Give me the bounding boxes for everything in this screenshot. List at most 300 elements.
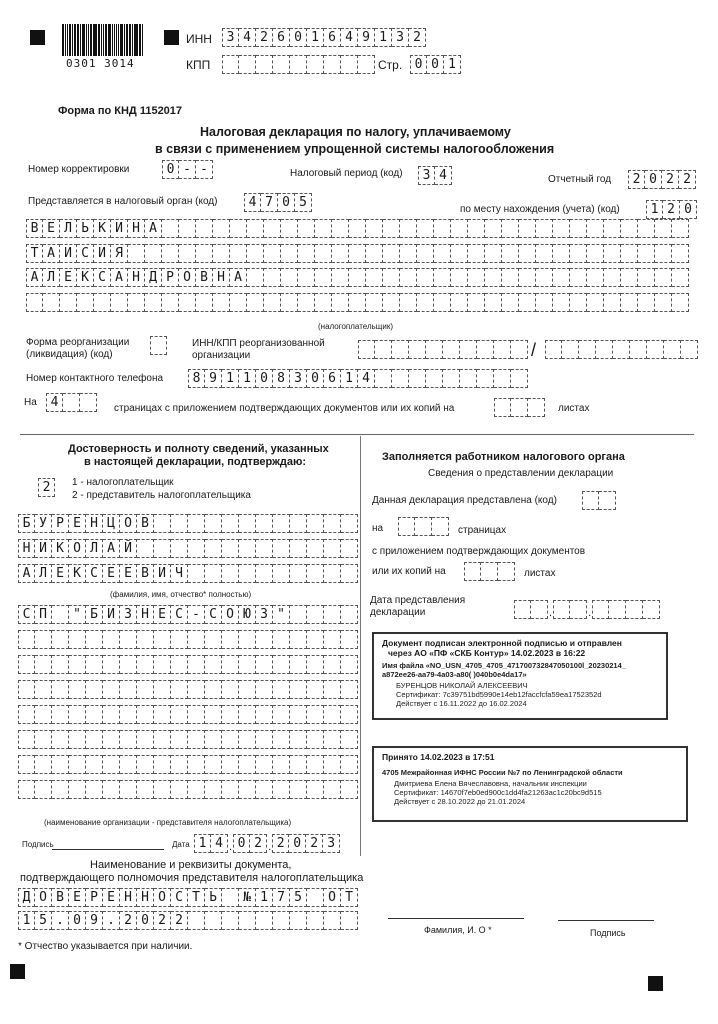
char-cell — [400, 219, 417, 238]
char-cell — [324, 539, 341, 558]
char-cell — [188, 911, 205, 930]
char-cell — [485, 293, 502, 312]
barcode-number: 0301 3014 — [66, 57, 135, 70]
char-cell — [188, 655, 205, 674]
char-cell — [222, 755, 239, 774]
char-cell — [570, 293, 587, 312]
char-cell — [205, 655, 222, 674]
char-cell: 2 — [663, 200, 680, 219]
char-cell: О — [69, 539, 86, 558]
char-cell — [205, 730, 222, 749]
option-1: 1 - налогоплательщик — [72, 477, 174, 488]
char-cell — [80, 393, 97, 412]
char-cell: 8 — [188, 369, 205, 388]
char-cell: С — [18, 605, 35, 624]
char-cell — [213, 244, 230, 263]
char-cell — [137, 539, 154, 558]
char-cell: 4 — [341, 28, 358, 47]
char-cell — [222, 888, 239, 907]
char-cell — [604, 244, 621, 263]
char-row — [18, 539, 358, 558]
char-cell: У — [35, 514, 52, 533]
char-cell — [120, 630, 137, 649]
char-row — [18, 780, 358, 799]
char-cell — [137, 730, 154, 749]
char-cell — [485, 268, 502, 287]
char-cell — [213, 293, 230, 312]
char-cell — [256, 705, 273, 724]
char-cell — [154, 680, 171, 699]
reorg-inn-label-1: ИНН/КПП реорганизованной — [192, 338, 325, 349]
char-cell — [52, 705, 69, 724]
char-cell — [307, 55, 324, 74]
char-cell — [162, 293, 179, 312]
char-cell — [18, 630, 35, 649]
date-label: Дата — [172, 840, 190, 849]
char-cell: 1 — [444, 55, 461, 74]
char-cell — [341, 630, 358, 649]
char-cell — [519, 219, 536, 238]
char-cell — [18, 680, 35, 699]
char-cell: Ь — [205, 888, 222, 907]
char-cell — [273, 911, 290, 930]
char-cell — [52, 655, 69, 674]
char-cell — [188, 705, 205, 724]
char-cell: Н — [86, 514, 103, 533]
char-cell — [494, 369, 511, 388]
correction-cells — [162, 160, 213, 179]
char-cell: Л — [43, 268, 60, 287]
barcode-bar — [114, 24, 116, 56]
char-cell — [137, 780, 154, 799]
barcode-bar — [116, 24, 117, 56]
char-cell — [273, 514, 290, 533]
char-cell — [103, 780, 120, 799]
barcode-bar — [112, 24, 113, 56]
char-cell — [366, 268, 383, 287]
char-cell: 2 — [256, 28, 273, 47]
page-label: Стр. — [378, 58, 403, 72]
barcode-bar — [74, 24, 76, 56]
char-cell — [409, 369, 426, 388]
char-cell: Е — [103, 888, 120, 907]
char-cell — [553, 244, 570, 263]
char-cell — [451, 244, 468, 263]
char-cell: 6 — [324, 28, 341, 47]
char-cell: Е — [52, 564, 69, 583]
char-cell: 4 — [239, 28, 256, 47]
char-cell: Й — [120, 539, 137, 558]
char-cell — [256, 655, 273, 674]
char-cell: " — [273, 605, 290, 624]
char-cell — [86, 655, 103, 674]
char-cell: Б — [18, 514, 35, 533]
char-cell — [171, 780, 188, 799]
char-cell: 2 — [409, 28, 426, 47]
char-cell: 1 — [375, 28, 392, 47]
char-cell: Л — [35, 564, 52, 583]
stamp1-file2: a872ee26-aa79-4a03-a80( )040b0e4da17» — [382, 670, 527, 679]
char-cell — [43, 293, 60, 312]
official-heading: Заполняется работником налогового органа — [382, 451, 625, 463]
char-cell — [672, 219, 689, 238]
char-cell — [86, 680, 103, 699]
char-cell — [647, 340, 664, 359]
char-cell — [171, 655, 188, 674]
char-cell — [137, 705, 154, 724]
char-cell — [366, 219, 383, 238]
char-cell: И — [103, 605, 120, 624]
char-cell — [290, 564, 307, 583]
char-row — [18, 730, 358, 749]
char-cell — [290, 911, 307, 930]
char-cell — [307, 888, 324, 907]
char-cell — [502, 293, 519, 312]
char-cell — [434, 244, 451, 263]
char-cell: И — [60, 244, 77, 263]
char-cell — [349, 293, 366, 312]
char-cell: В — [26, 219, 43, 238]
char-cell — [239, 755, 256, 774]
char-cell — [290, 514, 307, 533]
char-cell — [349, 268, 366, 287]
char-cell: Д — [18, 888, 35, 907]
char-cell: 1 — [307, 28, 324, 47]
stamp1-title: Документ подписан электронной подписью и отправлен — [382, 638, 622, 648]
char-cell — [621, 244, 638, 263]
char-cell — [392, 369, 409, 388]
char-cell — [35, 730, 52, 749]
char-cell: 3 — [418, 166, 435, 185]
char-cell: 0 — [162, 160, 179, 179]
char-cell — [222, 680, 239, 699]
char-cell: С — [171, 888, 188, 907]
char-cell — [171, 630, 188, 649]
char-cell: И — [94, 244, 111, 263]
barcode-bar — [86, 24, 87, 56]
char-cell — [672, 244, 689, 263]
char-cell — [290, 755, 307, 774]
char-cell — [341, 655, 358, 674]
char-cell: С — [94, 268, 111, 287]
char-cell — [468, 268, 485, 287]
date-char-cell: 3 — [323, 834, 340, 853]
char-cell — [103, 630, 120, 649]
char-cell — [188, 680, 205, 699]
char-cell — [222, 705, 239, 724]
char-cell: П — [35, 605, 52, 624]
char-cell: О — [179, 268, 196, 287]
char-cell — [324, 680, 341, 699]
char-cell: 9 — [86, 911, 103, 930]
stamp1-valid: Действует с 16.11.2022 до 16.02.2024 — [396, 699, 527, 708]
char-cell — [230, 244, 247, 263]
official-signature-line — [558, 920, 654, 921]
char-cell: 4 — [244, 193, 261, 212]
char-cell — [86, 730, 103, 749]
char-cell — [587, 293, 604, 312]
stamp2-valid: Действует с 28.10.2022 до 21.01.2024 — [394, 797, 526, 806]
char-cell — [434, 293, 451, 312]
stamp1-cert: Сертификат: 7c39751bd5990e14eb12faccfcfa59ea1752352d — [396, 690, 602, 699]
char-cell — [417, 293, 434, 312]
char-row — [18, 680, 358, 699]
char-cell — [256, 911, 273, 930]
char-cell — [451, 219, 468, 238]
char-cell — [290, 705, 307, 724]
signer-code-cell: 2 — [38, 478, 55, 497]
barcode-bar — [90, 24, 92, 56]
char-cell — [137, 630, 154, 649]
char-cell — [307, 911, 324, 930]
char-cell: С — [77, 244, 94, 263]
slash: / — [531, 340, 537, 360]
char-cell — [621, 293, 638, 312]
char-cell — [222, 514, 239, 533]
fio-line — [388, 918, 524, 919]
char-cell — [604, 219, 621, 238]
official-signature-label: Подпись — [590, 928, 626, 938]
char-cell — [171, 705, 188, 724]
char-cell — [222, 539, 239, 558]
barcode-bar — [69, 24, 72, 56]
org-caption: (наименование организации - представителя налогоплательщика) — [44, 818, 292, 827]
char-cell: 4 — [435, 166, 452, 185]
char-cell — [239, 539, 256, 558]
char-cell: Н — [137, 605, 154, 624]
presentation-date-label-1: Дата представления — [370, 595, 466, 606]
fio-label: Фамилия, И. О * — [424, 925, 492, 935]
char-cell — [341, 680, 358, 699]
report-year-label: Отчетный год — [548, 174, 612, 185]
char-cell — [307, 730, 324, 749]
location-cells — [646, 200, 697, 219]
char-row — [18, 705, 358, 724]
char-cell — [222, 730, 239, 749]
copies-cells — [464, 562, 515, 581]
char-cell: 0 — [256, 369, 273, 388]
char-cell — [417, 244, 434, 263]
char-cell — [528, 398, 545, 417]
char-cell: Т — [188, 888, 205, 907]
char-cell: Н — [213, 268, 230, 287]
char-cell: Е — [43, 219, 60, 238]
char-row — [18, 655, 358, 674]
char-cell: С — [86, 564, 103, 583]
char-cell — [239, 55, 256, 74]
char-cell — [536, 268, 553, 287]
char-cell — [154, 514, 171, 533]
char-cell — [273, 55, 290, 74]
char-cell — [511, 398, 528, 417]
inn-label: ИНН — [186, 32, 212, 46]
char-cell — [502, 219, 519, 238]
barcode-bar — [124, 24, 125, 56]
char-cell — [103, 680, 120, 699]
char-cell — [298, 244, 315, 263]
char-cell: О — [120, 514, 137, 533]
char-cell — [324, 605, 341, 624]
char-cell — [307, 564, 324, 583]
char-cell — [587, 268, 604, 287]
char-cell — [247, 219, 264, 238]
char-cell — [60, 293, 77, 312]
char-cell — [562, 340, 579, 359]
char-cell — [256, 680, 273, 699]
page-cells — [410, 55, 461, 74]
stamp2-org: 4705 Межрайонная ИФНС России №7 по Ленинградской области — [382, 768, 623, 777]
char-cell — [239, 730, 256, 749]
char-cell — [290, 630, 307, 649]
on-pages-cells — [398, 517, 449, 536]
copies-label: или их копий на — [372, 566, 446, 577]
char-cell — [239, 514, 256, 533]
char-cell — [205, 755, 222, 774]
char-cell: Т — [26, 244, 43, 263]
signature-line — [52, 849, 164, 850]
char-cell — [154, 780, 171, 799]
char-cell — [349, 244, 366, 263]
official-subheading: Сведения о представлении декларации — [428, 468, 614, 479]
char-cell — [332, 268, 349, 287]
char-cell — [655, 293, 672, 312]
char-cell — [655, 244, 672, 263]
char-cell — [162, 219, 179, 238]
char-cell — [69, 655, 86, 674]
char-cell — [400, 244, 417, 263]
corner-marker-top-mid — [164, 30, 179, 45]
char-cell — [341, 564, 358, 583]
char-cell — [188, 755, 205, 774]
char-cell — [273, 780, 290, 799]
char-cell — [247, 268, 264, 287]
sheets-label: листах — [558, 403, 590, 414]
char-cell — [332, 293, 349, 312]
char-cell — [52, 780, 69, 799]
char-row — [18, 630, 358, 649]
char-cell: 0 — [137, 911, 154, 930]
char-cell — [18, 780, 35, 799]
char-cell — [247, 244, 264, 263]
char-cell: Е — [69, 514, 86, 533]
char-cell — [35, 680, 52, 699]
char-cell — [324, 564, 341, 583]
phone-cells — [188, 369, 528, 388]
char-cell: Н — [137, 888, 154, 907]
char-cell — [69, 780, 86, 799]
option-2: 2 - представитель налогоплательщика — [72, 490, 251, 501]
char-cell: № — [239, 888, 256, 907]
char-cell — [154, 755, 171, 774]
barcode-bar — [132, 24, 133, 56]
char-cell — [519, 268, 536, 287]
char-cell — [383, 244, 400, 263]
char-cell — [298, 268, 315, 287]
char-cell: А — [111, 268, 128, 287]
char-cell: К — [77, 268, 94, 287]
footnote: * Отчество указывается при наличии. — [18, 941, 193, 952]
char-cell — [332, 244, 349, 263]
char-cell — [120, 680, 137, 699]
char-cell: 4 — [46, 393, 63, 412]
barcode-bar — [129, 24, 131, 56]
char-cell: З — [120, 605, 137, 624]
char-cell — [230, 219, 247, 238]
char-cell — [256, 780, 273, 799]
char-cell — [477, 369, 494, 388]
char-cell — [341, 730, 358, 749]
char-cell — [570, 244, 587, 263]
char-cell — [273, 655, 290, 674]
char-cell: 0 — [427, 55, 444, 74]
char-cell — [341, 755, 358, 774]
char-cell: 1 — [222, 369, 239, 388]
char-cell — [145, 293, 162, 312]
accepted-stamp — [372, 746, 688, 822]
char-cell — [604, 268, 621, 287]
char-cell — [383, 293, 400, 312]
char-cell: Н — [128, 268, 145, 287]
char-cell: О — [35, 888, 52, 907]
char-cell — [290, 655, 307, 674]
char-cell — [69, 755, 86, 774]
char-cell — [681, 340, 698, 359]
char-cell — [324, 755, 341, 774]
char-cell — [239, 655, 256, 674]
char-cell — [154, 730, 171, 749]
char-cell: Е — [69, 888, 86, 907]
char-cell: 5 — [35, 911, 52, 930]
char-cell — [86, 705, 103, 724]
char-cell: 0 — [307, 369, 324, 388]
barcode-bar — [108, 24, 111, 56]
char-cell — [536, 244, 553, 263]
barcode-bar — [101, 24, 102, 56]
char-cell — [35, 705, 52, 724]
char-cell — [315, 293, 332, 312]
char-cell — [205, 911, 222, 930]
char-cell — [409, 340, 426, 359]
char-cell — [366, 244, 383, 263]
char-cell — [18, 755, 35, 774]
char-cell — [137, 755, 154, 774]
on-label: на — [372, 523, 384, 534]
char-cell — [18, 730, 35, 749]
char-cell — [256, 564, 273, 583]
date-char-cell: 2 — [306, 834, 323, 853]
char-cell — [536, 219, 553, 238]
char-cell: В — [52, 888, 69, 907]
char-cell — [392, 340, 409, 359]
char-cell — [324, 705, 341, 724]
char-cell — [332, 219, 349, 238]
confirm-heading-2: в настоящей декларации, подтверждаю: — [84, 456, 307, 468]
char-cell — [324, 780, 341, 799]
char-cell — [103, 730, 120, 749]
char-cell — [341, 539, 358, 558]
char-cell — [307, 514, 324, 533]
char-cell — [307, 755, 324, 774]
char-cell — [69, 705, 86, 724]
name-caption: (фамилия, имя, отчество* полностью) — [110, 590, 252, 599]
char-cell: 6 — [324, 369, 341, 388]
char-cell — [596, 340, 613, 359]
char-cell — [315, 219, 332, 238]
barcode-bar — [142, 24, 143, 56]
char-cell — [239, 705, 256, 724]
char-cell — [341, 514, 358, 533]
char-cell — [621, 268, 638, 287]
